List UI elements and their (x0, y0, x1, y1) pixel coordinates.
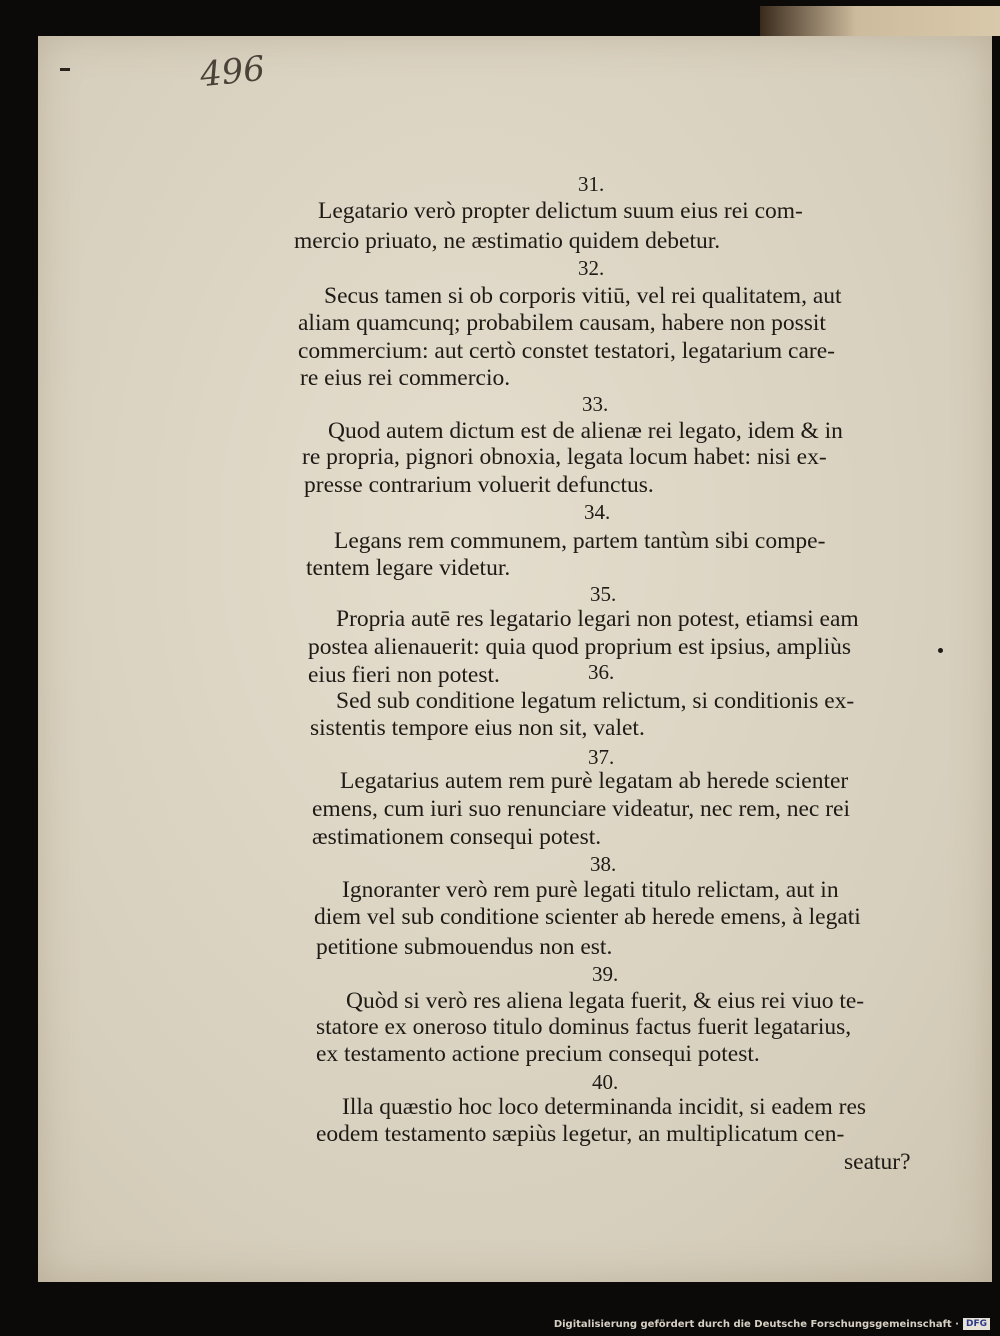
section-32-line-1: Secus tamen si ob corporis vitiū, vel rei qualitatem, aut (324, 283, 842, 309)
section-35-line-3: eius fieri non potest. (308, 662, 500, 688)
section-36-line-1: Sed sub conditione legatum relictum, si conditionis ex- (336, 688, 855, 714)
section-39-line-3: ex testamento actione precium consequi potest. (316, 1041, 760, 1067)
margin-mark (60, 68, 70, 71)
section-number-31: 31. (578, 172, 605, 196)
section-32-line-4: re eius rei commercio. (300, 365, 511, 391)
section-32-line-3: commercium: aut certò constet testatori, legatarium care- (298, 338, 836, 364)
section-33-line-3: presse contrarium voluerit defunctus. (304, 472, 654, 498)
section-38-line-1: Ignoranter verò rem purè legati titulo relictam, aut in (342, 877, 839, 903)
section-40-line-3: seatur? (844, 1149, 911, 1175)
ink-speck (938, 648, 943, 653)
section-39-line-2: statore ex oneroso titulo dominus factus fuerit legatarius, (316, 1014, 852, 1040)
section-33-line-1: Quod autem dictum est de alienæ rei legato, idem & in (328, 418, 843, 444)
section-37-line-3: æstimationem consequi potest. (312, 824, 602, 850)
section-40-line-1: Illa quæstio hoc loco determinanda incidit, si eadem res (342, 1094, 867, 1120)
handwritten-page-number: 496 (198, 48, 267, 96)
section-38-line-3: petitione submouendus non est. (316, 934, 613, 960)
section-33-line-2: re propria, pignori obnoxia, legata locum habet: nisi ex- (302, 444, 827, 470)
section-38-line-2: diem vel sub conditione scienter ab herede emens, à legati (314, 904, 861, 930)
section-34-line-1: Legans rem communem, partem tantùm sibi compe- (334, 528, 826, 554)
digitization-credit (554, 1318, 990, 1330)
section-number-39: 39. (592, 962, 619, 986)
section-31-line-2: mercio priuato, ne æstimatio quidem debetur. (294, 228, 721, 254)
section-number-40: 40. (592, 1070, 619, 1094)
credit-text: Digitalisierung gefördert durch die Deutsche Forschungsgemeinschaft · (553, 1319, 959, 1330)
section-number-36: 36. (588, 660, 615, 684)
section-39-line-1: Quòd si verò res aliena legata fuerit, & eius rei viuo te- (346, 988, 865, 1014)
section-number-32: 32. (578, 256, 605, 280)
section-36-line-2: sistentis tempore eius non sit, valet. (310, 715, 645, 741)
section-35-line-2: postea alienauerit: quia quod proprium est ipsius, ampliùs (308, 634, 852, 660)
section-34-line-2: tentem legare videtur. (306, 555, 511, 581)
section-32-line-2: aliam quamcunq; probabilem causam, habere non possit (298, 310, 826, 336)
section-40-line-2: eodem testamento sæpiùs legetur, an multiplicatum cen- (316, 1121, 845, 1147)
adjacent-page-edge (760, 6, 1000, 36)
dfg-logo: DFG (963, 1318, 990, 1330)
section-37-line-2: emens, cum iuri suo renunciare videatur, nec rem, nec rei (312, 796, 851, 822)
section-31-line-1: Legatario verò propter delictum suum eius rei com- (318, 198, 803, 224)
section-37-line-1: Legatarius autem rem purè legatam ab herede scienter (340, 768, 849, 794)
section-number-33: 33. (582, 392, 609, 416)
section-number-37: 37. (588, 745, 615, 769)
section-number-35: 35. (590, 582, 617, 606)
section-number-34: 34. (584, 500, 611, 524)
section-35-line-1: Propria autē res legatario legari non potest, etiamsi eam (336, 606, 859, 632)
section-number-38: 38. (590, 852, 617, 876)
